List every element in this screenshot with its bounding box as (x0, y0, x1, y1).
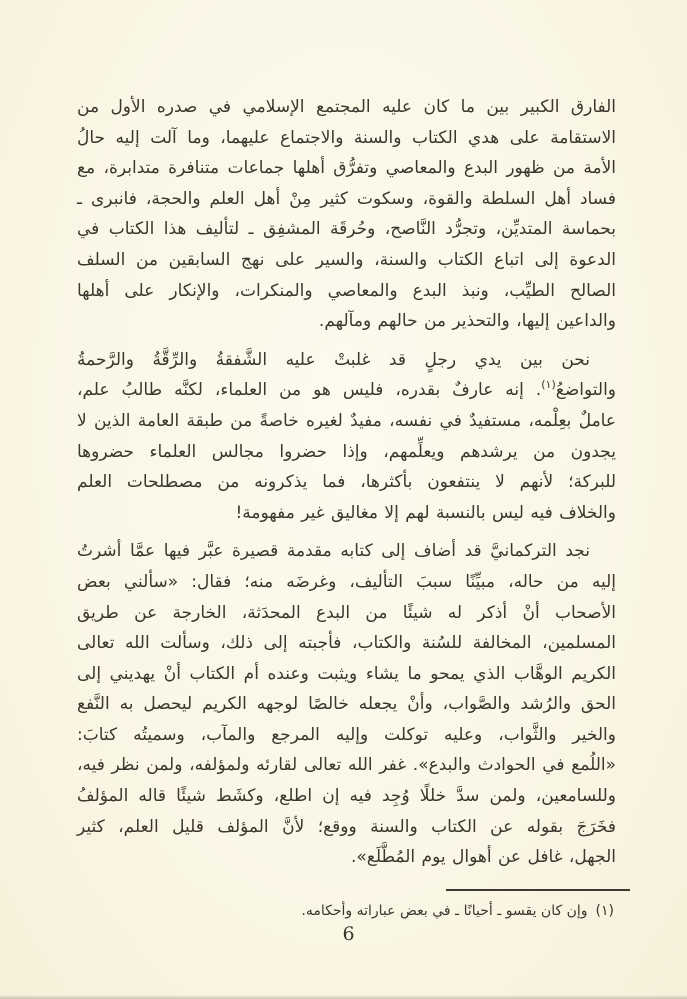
body-text-line: الصالح الطيِّب، ونبذ البدع والمعاصي والمنكرات، والإنكار على أهلها (77, 280, 616, 301)
footnote-reference-marker: (١) (541, 378, 556, 392)
paragraph-2 (77, 345, 616, 529)
footnote-separator (446, 889, 630, 891)
line-text: والتواضعُ (555, 380, 616, 401)
body-text-line: الجهل، غافل عن أهوال يوم المُطَّلَع». (351, 847, 616, 868)
body-text-line: والخلاف فيه ليس بالنسبة لهم إلا مغاليق غير مفهومة! (235, 502, 616, 523)
body-text-line: الأصحاب أنْ أذكر له شيئًا من البدع المحدَثة، الخارجة عن طريق (77, 602, 616, 623)
paragraph-1 (77, 92, 616, 337)
body-text-line: والخير والثَّواب، وعليه توكلت وإليه المرجع والمآب، وسميتُه كتابَ: (77, 724, 616, 745)
body-text-line: «اللُمع في الحوادث والبدع». غفر الله تعالى لقارئه ولمؤلفه، ولمن نظر فيه، (77, 755, 616, 776)
body-text-line: المسلمين، المخالفة للسُنة والكتاب، فأجبته إلى ذلك، وسألت الله تعالى (77, 633, 616, 654)
body-text-line: فساد أهل السلطة والقوة، وسكوت كثير مِنْ أهل العلم والحجة، فانبرى ـ (77, 188, 616, 209)
body-text-line: يجدون من يرشدهم ويعلِّمهم، وإذا حضروا مجالس العلماء حضروها (77, 441, 616, 462)
body-text-line: بحماسة المتديِّن، وتجرُّد النَّاصح، وحُرقَة المشفِق ـ لتأليف هذا الكتاب في (77, 219, 616, 240)
body-text-line: نجد التركمانيَّ قد أضاف إلى كتابه مقدمة قصيرة عبَّر فيها عمَّا أشرتُ (77, 541, 590, 562)
body-text-line: الأمة من ظهور البدع والمعاصي وتفرُّق أهلها جماعات متنافرة متدابرة، مع (77, 158, 616, 179)
page-number: 6 (342, 923, 355, 945)
body-text-line: للبركة؛ لأنهم لا ينتفعون بأكثرها، فما يذكرونه من مصطلحات العلم (77, 472, 616, 493)
body-text-line: الدعوة إلى اتباع الكتاب والسنة، والسير على نهج السابقين من السلف (77, 249, 616, 270)
body-text-line: الكريم الوهَّاب الذي يمحو ما يشاء ويثبت وعنده أم الكتاب أنْ يهديني إلى (77, 663, 616, 684)
body-text-line: الفارق الكبير بين ما كان عليه المجتمع الإسلامي في صدره الأول من (77, 97, 616, 117)
footnote-number: (١) (595, 903, 614, 919)
body-text-line (77, 375, 616, 406)
body-text-line: الاستقامة على هدي الكتاب والسنة والاجتماع عليهما، وما آلت إليه حالُ (77, 127, 616, 148)
body-text-line: الحق والرُشد والصَّواب، وأنْ يجعله خالصًا لوجهه الكريم ليحصل به النَّفع (77, 694, 616, 715)
body-text-line: فخَرَجَ بقوله عن الكتاب والسنة ووقع؛ لأنَّ المؤلف قليل العلم، كثير (77, 816, 616, 837)
body-text-line: نحن بين يدي رجلٍ قد غلبتْ عليه الشَّفقةُ والرِّقَّةُ والرَّحمةُ (77, 349, 590, 370)
page-bottom-edge-shadow (0, 995, 687, 999)
footnote-text: وإن كان يقسو ـ أحيانًا ـ في بعض عباراته وأحكامه. (301, 903, 588, 919)
body-text-line: والداعين إليها، والتحذير من حالهم ومآلهم. (318, 311, 616, 332)
body-text-line: وللسامعين، ولمن سدَّ خللًا وُجِد فيه إن اطلع، وكشَط شيئًا قاله المؤلفُ (77, 786, 616, 807)
line-text: . إنه عارفٌ بقدره، فليس هو من العلماء، لكنَّه طالبُ علم، (77, 380, 542, 401)
body-text-line: إليه من حاله، مبيِّنًا سببَ التأليف، وغرضَه منه؛ فقال: «سألني بعض (77, 571, 616, 592)
body-text (77, 92, 616, 873)
body-text-line: عاملٌ بعِلْمه، مستفيدٌ في نفسه، مفيدٌ لغيره خاصةً من طبقة العامة الذين لا (77, 410, 616, 431)
paragraph-3 (77, 536, 616, 873)
footnote (60, 899, 614, 924)
